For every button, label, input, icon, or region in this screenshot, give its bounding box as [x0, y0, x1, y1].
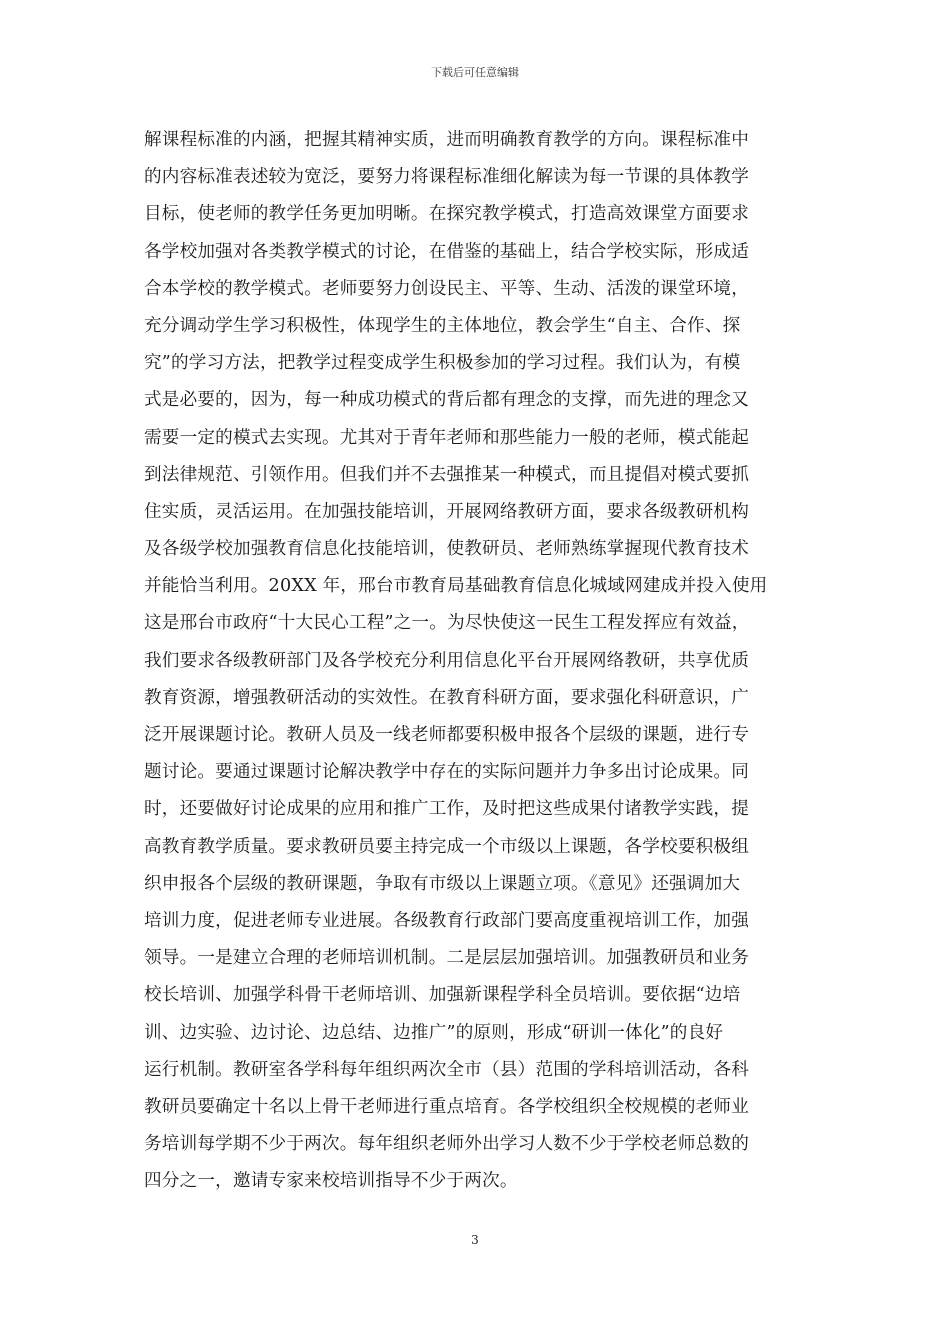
text-line: 织申报各个层级的教研课题，争取有市级以上课题立项。《意见》还强调加大 [144, 873, 741, 894]
text-line: 并能恰当利用。20XX 年，邢台市教育局基础教育信息化城域网建成并投入使用 [144, 576, 768, 597]
text-line: 这是邢台市政府“十大民心工程”之一。为尽快使这一民生工程发挥应有效益， [144, 613, 750, 634]
text-line: 校长培训、加强学科骨干老师培训、加强新课程学科全员培训。要依据“边培 [144, 985, 741, 1006]
text-line: 四分之一，邀请专家来校培训指导不少于两次。 [144, 1171, 518, 1192]
text-line: 题讨论。要通过课题讨论解决教学中存在的实际问题并力争多出讨论成果。同 [144, 762, 749, 783]
text-line: 住实质，灵活运用。在加强技能培训，开展网络教研方面，要求各级教研机构 [144, 501, 749, 522]
page-header: 下载后可任意编辑 [431, 66, 519, 79]
text-line: 运行机制。教研室各学科每年组织两次全市（县）范围的学科培训活动，各科 [144, 1059, 749, 1080]
text-line: 泛开展课题讨论。教研人员及一线老师都要积极申报各个层级的课题，进行专 [144, 725, 749, 745]
text-line: 时，还要做好讨论成果的应用和推广工作，及时把这些成果付诸教学实践，提 [144, 799, 749, 820]
text-line: 领导。一是建立合理的老师培训机制。二是层层加强培训。加强教研员和业务 [144, 948, 749, 969]
text-line: 教研员要确定十名以上骨干老师进行重点培育。各学校组织全校规模的老师业 [144, 1096, 749, 1117]
text-line: 的内容标准表述较为宽泛，要努力将课程标准细化解读为每一节课的具体教学 [144, 167, 749, 188]
text-line: 训、边实验、边讨论、边总结、边推广”的原则，形成“研训一体化”的良好 [144, 1022, 724, 1043]
text-line: 教育资源，增强教研活动的实效性。在教育科研方面，要求强化科研意识，广 [144, 687, 749, 708]
text-line: 高教育教学质量。要求教研员要主持完成一个市级以上课题，各学校要积极组 [144, 836, 749, 857]
body-text [144, 122, 834, 1200]
text-line: 务培训每学期不少于两次。每年组织老师外出学习人数不少于学校老师总数的 [144, 1134, 749, 1155]
text-line: 培训力度，促进老师专业进展。各级教育行政部门要高度重视培训工作，加强 [144, 910, 749, 931]
text-line: 式是必要的，因为，每一种成功模式的背后都有理念的支撑，而先进的理念又 [144, 390, 749, 411]
text-line: 目标，使老师的教学任务更加明晰。在探究教学模式，打造高效课堂方面要求 [144, 204, 749, 225]
text-line: 充分调动学生学习积极性，体现学生的主体地位，教会学生“自主、合作、探 [144, 315, 741, 336]
text-line: 合本学校的教学模式。老师要努力创设民主、平等、生动、活泼的课堂环境， [144, 278, 749, 299]
text-line: 我们要求各级教研部门及各学校充分利用信息化平台开展网络教研，共享优质 [144, 650, 749, 671]
text-line: 各学校加强对各类教学模式的讨论，在借鉴的基础上，结合学校实际，形成适 [144, 241, 749, 262]
text-line: 解课程标准的内涵，把握其精神实质，进而明确教育教学的方向。课程标准中 [144, 130, 749, 150]
text-line: 到法律规范、引领作用。但我们并不去强推某一种模式，而且提倡对模式要抓 [144, 464, 749, 485]
text-line: 及各级学校加强教育信息化技能培训，使教研员、老师熟练掌握现代教育技术 [144, 539, 749, 560]
text-line: 究”的学习方法，把教学过程变成学生积极参加的学习过程。我们认为，有模 [144, 353, 741, 374]
page-number: 3 [471, 1233, 479, 1247]
text-line: 需要一定的模式去实现。尤其对于青年老师和那些能力一般的老师，模式能起 [144, 427, 749, 448]
